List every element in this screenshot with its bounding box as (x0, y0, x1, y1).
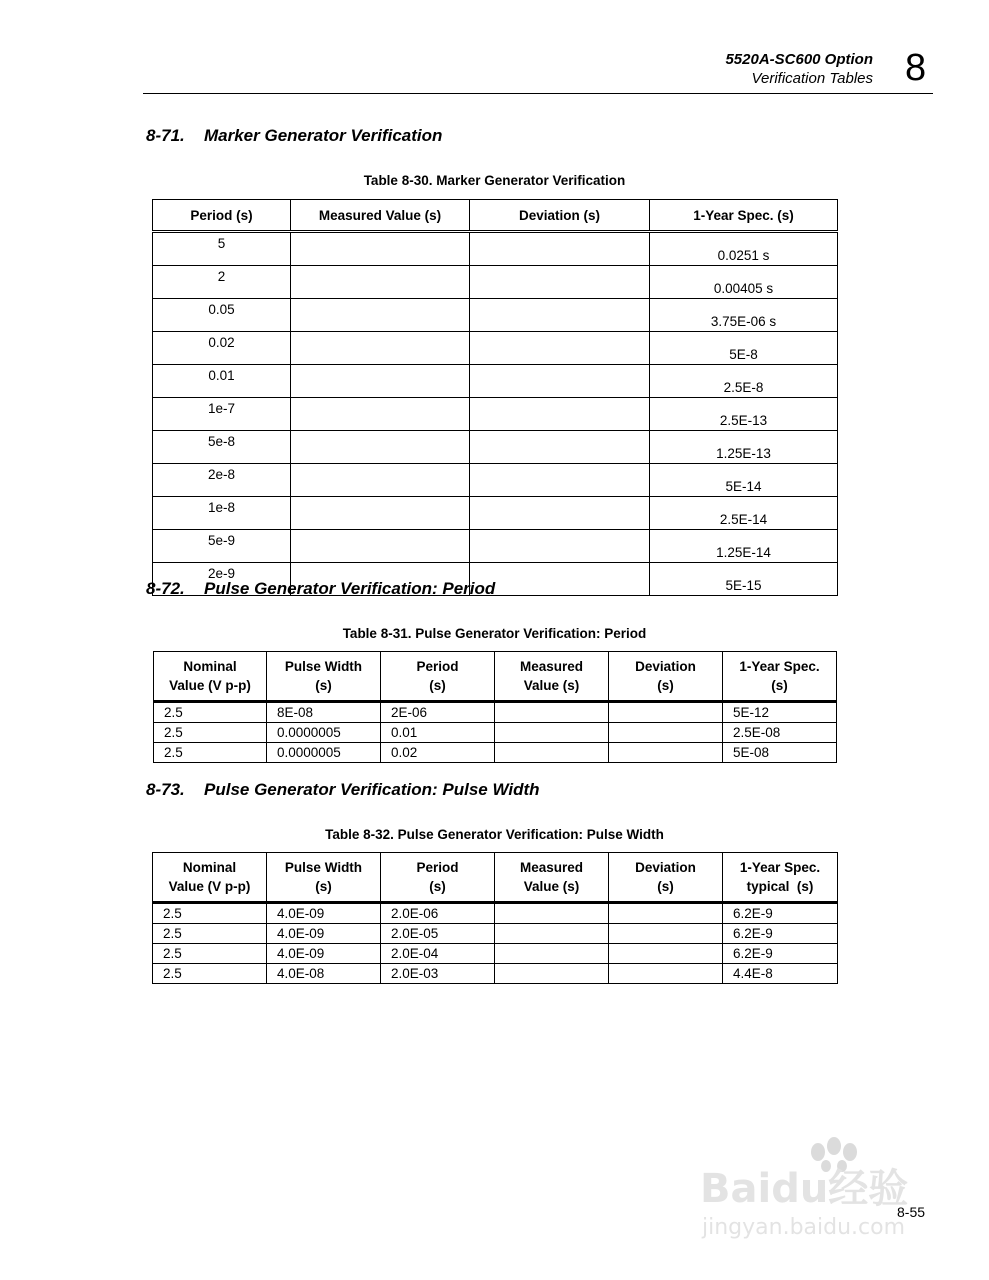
section-number: 8-71. (146, 126, 185, 145)
table-row (153, 944, 838, 964)
header-line: Deviation (635, 860, 696, 875)
table-cell: 1e-7 (153, 398, 291, 431)
table-cell: 0.0000005 (267, 743, 381, 763)
section-heading (146, 780, 540, 800)
header-line: Value (s) (523, 879, 580, 894)
column-header: Deviation (s) (470, 200, 650, 232)
entry-cell (470, 431, 650, 464)
header-line: Measured (519, 659, 584, 674)
table-cell: 0.0251 s (650, 232, 838, 266)
entry-cell (470, 497, 650, 530)
column-header (267, 853, 381, 903)
column-header: Measured Value (s) (291, 200, 470, 232)
section-title: Pulse Generator Verification: Period (204, 579, 496, 598)
table-cell: 2 (153, 266, 291, 299)
table-cell: 1e-8 (153, 497, 291, 530)
header-title: 5520A-SC600 Option (725, 51, 873, 68)
table-row (153, 431, 838, 464)
entry-cell (609, 723, 723, 743)
table-caption: Table 8-32. Pulse Generator Verification: Pulse Width (325, 827, 664, 842)
table-cell: 2.5 (154, 743, 267, 763)
column-header (609, 853, 723, 903)
table-cell: 6.2E-9 (723, 944, 838, 964)
section-title: Marker Generator Verification (204, 126, 443, 145)
watermark-text: Baidu经验 (700, 1166, 909, 1212)
entry-cell (495, 964, 609, 984)
entry-cell (609, 743, 723, 763)
header-line: Pulse Width (284, 659, 363, 674)
entry-cell (470, 232, 650, 266)
entry-cell (291, 398, 470, 431)
entry-cell (291, 266, 470, 299)
header-line: Nominal (182, 860, 237, 875)
table-cell: 5 (153, 232, 291, 266)
table-row (154, 723, 837, 743)
entry-cell (291, 464, 470, 497)
column-header (609, 652, 723, 702)
column-header (381, 853, 495, 903)
table-cell: 2.0E-03 (381, 964, 495, 984)
table-row (153, 497, 838, 530)
entry-cell (495, 743, 609, 763)
header-line: (s) (657, 678, 674, 693)
header-line: Measured (519, 860, 584, 875)
table-row (154, 702, 837, 723)
header-line: (s) (657, 879, 674, 894)
header-line: Value (s) (523, 678, 580, 693)
section-heading (146, 126, 442, 146)
table-cell: 2.5E-13 (650, 398, 838, 431)
table-cell: 0.0000005 (267, 723, 381, 743)
header-rule (143, 93, 933, 94)
table-cell: 4.0E-09 (267, 903, 381, 924)
entry-cell (495, 903, 609, 924)
table-cell: 2.0E-05 (381, 924, 495, 944)
header-line: Pulse Width (284, 860, 363, 875)
table-cell: 2e-9 (153, 563, 291, 596)
table-cell: 0.05 (153, 299, 291, 332)
table-row (153, 903, 838, 924)
table-cell: 2.0E-06 (381, 903, 495, 924)
section-number: 8-72. (146, 579, 185, 598)
table-cell: 2.5 (154, 723, 267, 743)
entry-cell (609, 903, 723, 924)
table-cell: 5E-14 (650, 464, 838, 497)
table-cell: 5E-08 (723, 743, 837, 763)
header-line: 1-Year Spec. (739, 860, 821, 875)
column-header (153, 853, 267, 903)
pulse-period-table (153, 651, 837, 763)
page-number: 8-55 (897, 1204, 926, 1220)
table-row (153, 365, 838, 398)
table-row (154, 743, 837, 763)
table-cell: 5E-8 (650, 332, 838, 365)
entry-cell (609, 702, 723, 723)
section-title: Pulse Generator Verification: Pulse Width (204, 780, 540, 799)
entry-cell (470, 398, 650, 431)
header-line: Value (V p-p) (169, 678, 251, 693)
entry-cell (291, 431, 470, 464)
table-row (153, 398, 838, 431)
table-cell: 2.5 (153, 944, 267, 964)
table-cell: 0.00405 s (650, 266, 838, 299)
table-cell: 2.5E-08 (723, 723, 837, 743)
section-number: 8-73. (146, 780, 185, 799)
table-cell: 0.01 (153, 365, 291, 398)
entry-cell (470, 266, 650, 299)
column-header (381, 652, 495, 702)
column-header (723, 853, 838, 903)
header-line: (s) (315, 879, 332, 894)
table-cell: 2.5 (154, 702, 267, 723)
column-header (267, 652, 381, 702)
table-cell: 2.5E-8 (650, 365, 838, 398)
table-cell: 8E-08 (267, 702, 381, 723)
column-header (495, 652, 609, 702)
table-cell: 4.0E-09 (267, 924, 381, 944)
column-header (495, 853, 609, 903)
entry-cell (291, 530, 470, 563)
table-row (153, 924, 838, 944)
entry-cell (609, 964, 723, 984)
table-cell: 5e-9 (153, 530, 291, 563)
entry-cell (291, 365, 470, 398)
table-cell: 2E-06 (381, 702, 495, 723)
entry-cell (291, 299, 470, 332)
header-line: Value (V p-p) (168, 879, 251, 894)
entry-cell (470, 530, 650, 563)
entry-cell (470, 464, 650, 497)
column-header (154, 652, 267, 702)
column-header (723, 652, 837, 702)
header-subtitle: Verification Tables (751, 70, 873, 87)
header-line: (s) (771, 678, 788, 693)
header-line: Nominal (183, 659, 237, 674)
entry-cell (609, 924, 723, 944)
header-line: (s) (315, 678, 332, 693)
marker-generator-table (152, 199, 838, 596)
pulse-width-table (152, 852, 838, 984)
table-row (153, 530, 838, 563)
table-cell: 2.5 (153, 903, 267, 924)
table-cell: 0.02 (153, 332, 291, 365)
header-line: (s) (429, 678, 446, 693)
watermark-url: jingyan.baidu.com (702, 1215, 906, 1240)
entry-cell (495, 723, 609, 743)
table-cell: 6.2E-9 (723, 924, 838, 944)
table-cell: 2.5 (153, 964, 267, 984)
entry-cell (291, 497, 470, 530)
header-line: Period (416, 659, 459, 674)
table-row (153, 964, 838, 984)
table-cell: 4.0E-08 (267, 964, 381, 984)
entry-cell (291, 332, 470, 365)
header-line: Period (416, 860, 459, 875)
table-cell: 2.5E-14 (650, 497, 838, 530)
table-cell: 1.25E-13 (650, 431, 838, 464)
entry-cell (470, 332, 650, 365)
entry-cell (470, 563, 650, 596)
entry-cell (470, 365, 650, 398)
table-cell: 5E-15 (650, 563, 838, 596)
table-row (153, 464, 838, 497)
table-row (153, 266, 838, 299)
header-line: typical (s) (746, 879, 814, 894)
table-cell: 0.01 (381, 723, 495, 743)
table-cell: 1.25E-14 (650, 530, 838, 563)
column-header: 1-Year Spec. (s) (650, 200, 838, 232)
table-cell: 5E-12 (723, 702, 837, 723)
table-cell: 4.0E-09 (267, 944, 381, 964)
table-caption: Table 8-31. Pulse Generator Verification: Period (342, 626, 647, 641)
baidu-watermark-logo (700, 1130, 940, 1240)
header-line: (s) (429, 879, 446, 894)
entry-cell (609, 944, 723, 964)
entry-cell (291, 232, 470, 266)
table-cell: 6.2E-9 (723, 903, 838, 924)
chapter-number: 8 (905, 47, 927, 89)
entry-cell (495, 702, 609, 723)
table-cell: 2.0E-04 (381, 944, 495, 964)
header-line: Deviation (635, 659, 696, 674)
entry-cell (495, 924, 609, 944)
entry-cell (495, 944, 609, 964)
table-cell: 2.5 (153, 924, 267, 944)
entry-cell (470, 299, 650, 332)
running-header (600, 50, 873, 88)
header-line: 1-Year Spec. (739, 659, 820, 674)
table-caption: Table 8-30. Marker Generator Verification (363, 173, 626, 188)
table-row (153, 232, 838, 266)
table-cell: 3.75E-06 s (650, 299, 838, 332)
table-cell: 4.4E-8 (723, 964, 838, 984)
column-header: Period (s) (153, 200, 291, 232)
table-row (153, 332, 838, 365)
table-cell: 2e-8 (153, 464, 291, 497)
table-cell: 5e-8 (153, 431, 291, 464)
table-cell: 0.02 (381, 743, 495, 763)
table-row (153, 299, 838, 332)
section-heading (146, 579, 495, 599)
